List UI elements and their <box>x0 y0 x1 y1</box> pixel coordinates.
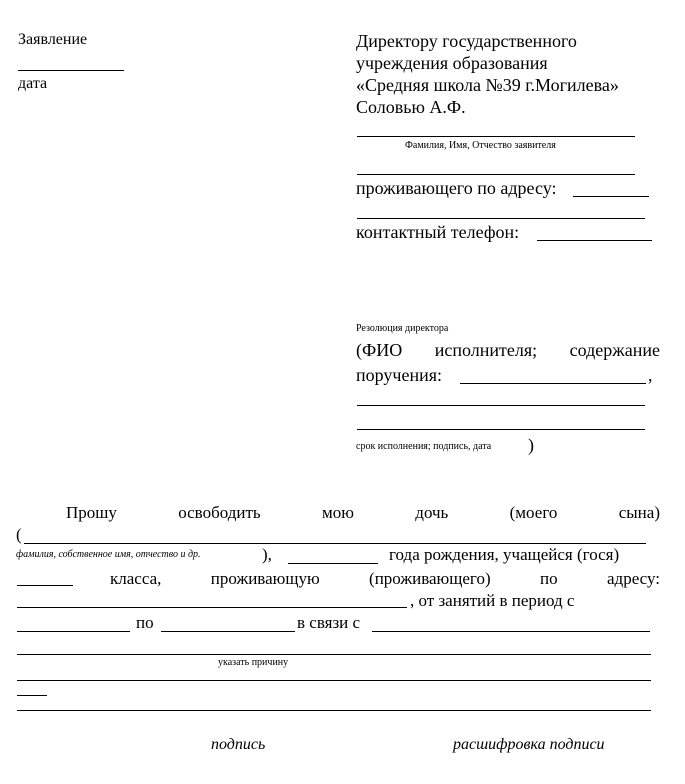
addressee-line-2: учреждения образования <box>356 53 548 73</box>
addressee-line-4: Соловью А.Ф. <box>356 97 466 117</box>
body-row-3 <box>110 569 660 589</box>
resolution-label: Резолюция директора <box>356 323 449 334</box>
address-line-1[interactable] <box>573 196 649 197</box>
signature-label: подпись <box>211 736 266 753</box>
hint-close-paren: ), <box>262 545 272 564</box>
body-word: по <box>540 569 558 588</box>
body-word: адресу: <box>607 569 660 588</box>
body-word: Прошу <box>66 503 117 522</box>
signature-decode-label: расшифровка подписи <box>453 736 605 753</box>
resolution-word: содержание <box>569 340 660 360</box>
document-title: Заявление <box>18 31 88 48</box>
reason-line-4[interactable] <box>17 695 47 696</box>
body-word: (моего <box>509 503 558 522</box>
resolution-footer: срок исполнения; подпись, дата <box>356 441 492 452</box>
reason-line-3[interactable] <box>17 680 651 681</box>
resolution-line-4[interactable] <box>357 429 645 430</box>
child-address-line[interactable] <box>17 607 407 608</box>
body-word: класса, <box>110 569 162 588</box>
applicant-fio-hint: Фамилия, Имя, Отчество заявителя <box>405 140 556 151</box>
period-from-line[interactable] <box>17 631 130 632</box>
addressee-line-1: Директору государственного <box>356 31 577 51</box>
body-word: освободить <box>178 503 261 522</box>
date-label: дата <box>18 75 48 92</box>
period-to-line[interactable] <box>161 631 295 632</box>
body-word: мою <box>322 503 354 522</box>
applicant-fio-line-2[interactable] <box>357 174 635 175</box>
phone-line[interactable] <box>537 240 652 241</box>
phone-label: контактный телефон: <box>356 222 520 242</box>
applicant-fio-line[interactable] <box>357 136 635 137</box>
reason-line-2[interactable] <box>17 654 651 655</box>
body-word: сына) <box>618 503 660 522</box>
resolution-task-line[interactable] <box>460 383 646 384</box>
body-word: (проживающего) <box>369 569 491 588</box>
address-label: проживающего по адресу: <box>356 178 557 198</box>
reason-label: в связи с <box>297 613 361 632</box>
resolution-comma: , <box>648 365 653 385</box>
birth-year-text: года рождения, учащейся (гося) <box>389 545 620 564</box>
period-to-label: по <box>136 613 154 632</box>
body-word: проживающую <box>210 569 320 588</box>
child-name-hint: фамилия, собственное имя, отчество и др. <box>16 549 201 560</box>
date-line[interactable] <box>18 70 124 71</box>
resolution-word: (ФИО <box>356 340 403 360</box>
child-name-line[interactable] <box>24 543 646 544</box>
class-line[interactable] <box>17 585 73 586</box>
resolution-close-paren: ) <box>528 435 534 455</box>
open-paren: ( <box>16 525 22 544</box>
signature-line[interactable] <box>17 710 651 711</box>
resolution-line-2-label: поручения: <box>356 365 442 385</box>
resolution-word: исполнителя; <box>434 340 538 360</box>
body-row-1 <box>66 503 660 523</box>
resolution-line-1 <box>356 340 660 360</box>
period-text: , от занятий в период с <box>410 591 575 610</box>
reason-hint: указать причину <box>218 657 289 668</box>
resolution-line-3[interactable] <box>357 405 645 406</box>
body-word: дочь <box>415 503 449 522</box>
address-line-2[interactable] <box>357 218 645 219</box>
reason-line-1[interactable] <box>372 631 650 632</box>
addressee-line-3: «Средняя школа №39 г.Могилева» <box>356 75 619 95</box>
birth-year-line[interactable] <box>288 563 378 564</box>
